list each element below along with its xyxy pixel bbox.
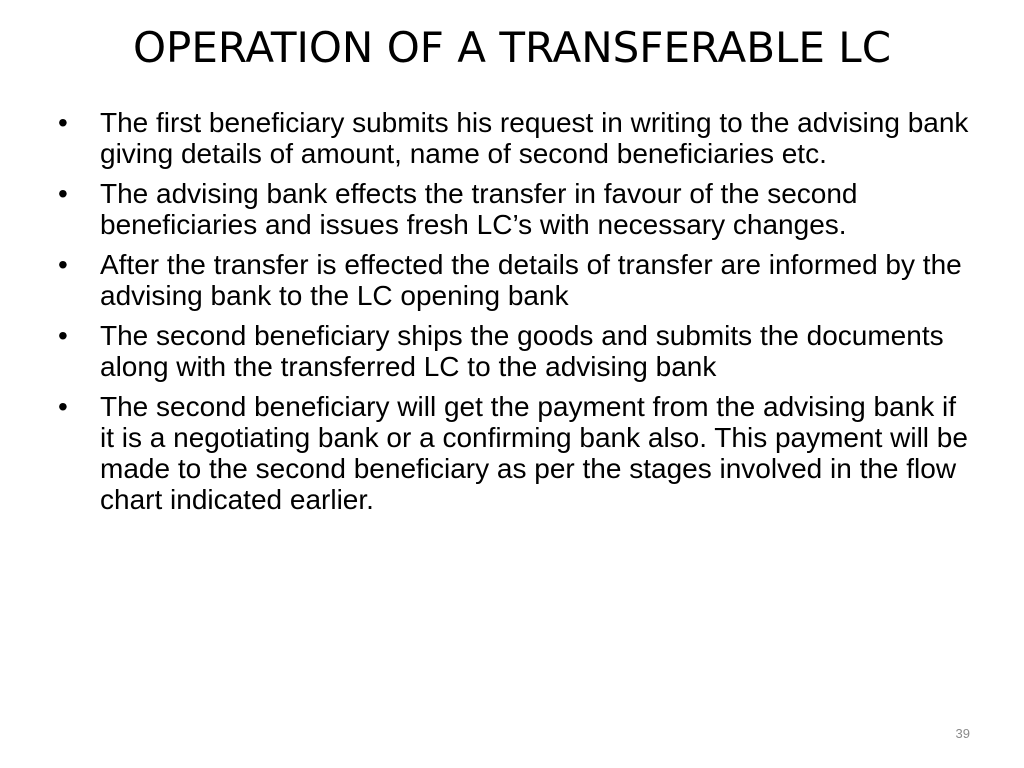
bullet-list [58,107,973,524]
bullet-item-4 [58,320,973,382]
bullet-item-3 [58,249,973,311]
bullet-point-icon: • [58,320,68,351]
bullet-item-1 [58,107,973,169]
bullet-point-icon: • [58,391,68,422]
bullet-text: After the transfer is effected the details of transfer are informed by the advising bank to the LC opening bank [100,249,962,311]
bullet-text: The advising bank effects the transfer in favour of the second beneficiaries and issues fresh LC’s with necessary changes. [100,178,858,240]
bullet-text: The first beneficiary submits his request in writing to the advising bank giving details of amount, name of second beneficiaries etc. [100,107,969,169]
bullet-text: The second beneficiary will get the payment from the advising bank if it is a negotiating bank or a confirming bank also. This payment will be made to the second beneficiary as per the stages involved in the flow chart indicated earlier. [100,391,968,515]
bullet-item-5 [58,391,973,515]
page-number: 39 [955,726,970,741]
slide-title: OPERATION OF A TRANSFERABLE LC [132,23,892,72]
bullet-point-icon: • [58,107,68,138]
bullet-text: The second beneficiary ships the goods and submits the documents along with the transferred LC to the advising bank [100,320,944,382]
bullet-point-icon: • [58,249,68,280]
bullet-point-icon: • [58,178,68,209]
bullet-item-2 [58,178,973,240]
